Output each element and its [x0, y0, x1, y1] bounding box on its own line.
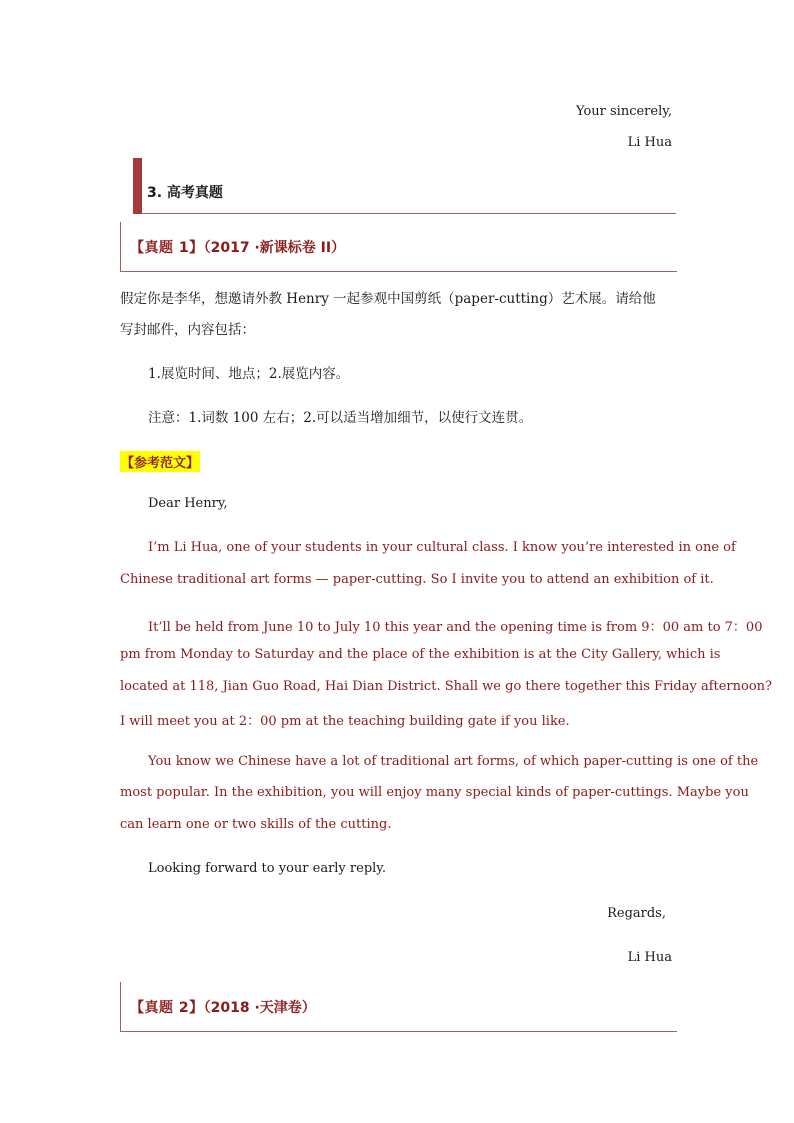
paragraph-line: Chinese traditional art forms — paper-cutting. So I invite you to attend an exhibition of it.: [120, 572, 714, 587]
question-title-1: [130, 237, 345, 257]
paragraph-line: I will meet you at 2：00 pm at the teaching building gate if you like.: [120, 714, 570, 729]
paragraph-line: It’ll be held from June 10 to July 10 this year and the opening time is from 9：00 am to 7：00: [148, 620, 763, 635]
prompt-note: 注意：1.词数 100 左右；2.可以适当增加细节，以使行文连贯。: [148, 410, 533, 426]
section-title: 3. 高考真题: [147, 185, 223, 201]
paragraph-line: You know we Chinese have a lot of traditional art forms, of which paper-cutting is one of the: [148, 754, 759, 769]
paragraph-line: most popular. In the exhibition, you will enjoy many special kinds of paper-cuttings. Maybe you: [120, 785, 749, 800]
section-accent-bar: [133, 158, 142, 214]
question-source: （2017 ·新课标卷 II）: [203, 240, 346, 256]
section-divider: [142, 213, 676, 214]
closing: Regards,: [607, 906, 666, 921]
question-header-1: [120, 222, 677, 272]
prompt-line: 写封邮件，内容包括：: [120, 322, 255, 338]
question-title-2: [130, 997, 316, 1017]
signature-line: Li Hua: [627, 135, 672, 150]
reference-label: 【参考范文】: [120, 451, 200, 472]
signature: Li Hua: [627, 950, 672, 965]
question-header-2: [120, 982, 677, 1032]
paragraph-line: Looking forward to your early reply.: [148, 861, 387, 876]
question-source: （2018 ·天津卷）: [203, 1000, 316, 1016]
prompt-points: 1.展览时间、地点；2.展览内容。: [148, 366, 350, 382]
paragraph-line: pm from Monday to Saturday and the place of the exhibition is at the City Gallery, which is: [120, 647, 721, 662]
question-tag: 【真题 2】: [130, 1000, 204, 1016]
paragraph-line: located at 118, Jian Guo Road, Hai Dian District. Shall we go there together this Friday afternoon?: [120, 679, 772, 694]
question-tag: 【真题 1】: [130, 240, 204, 256]
paragraph-line: can learn one or two skills of the cutting.: [120, 817, 392, 832]
paragraph-line: I’m Li Hua, one of your students in your cultural class. I know you’re interested in one of: [148, 540, 736, 555]
salutation: Dear Henry,: [148, 496, 228, 511]
prompt-line: 假定你是李华，想邀请外教 Henry 一起参观中国剪纸（paper-cutting）艺术展。请给他: [120, 291, 656, 307]
closing-line: Your sincerely,: [576, 104, 672, 119]
